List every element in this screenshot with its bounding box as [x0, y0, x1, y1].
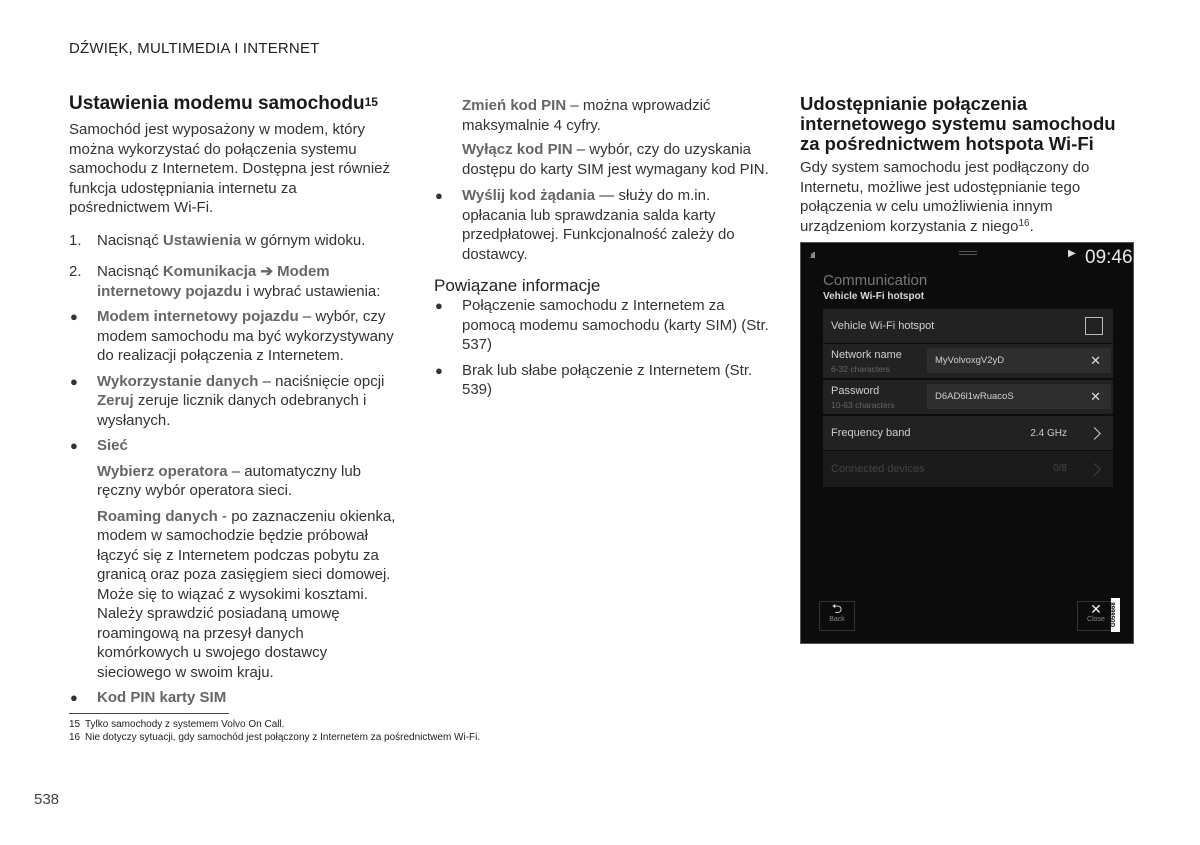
- sub-text: – można wprowadzić maksymalnie 4 cyfry.: [462, 97, 711, 134]
- column-3: [800, 94, 1135, 236]
- footnote-text: Tylko samochody z systemem Volvo On Call.: [85, 719, 285, 730]
- step-bold: Komunikacja ➔ Modem internetowy pojazdu: [97, 263, 330, 300]
- hotspot-checkbox[interactable]: [1085, 317, 1103, 335]
- column-2: [434, 96, 769, 400]
- hotspot-body: Gdy system samochodu jest podłączony do Internetu, możliwe jest udostępnianie tego połączenia w celu umożliwienia innym urządzeniom korzystania z niego: [800, 159, 1090, 235]
- password-hint: 10-63 characters: [831, 400, 895, 410]
- password-value: D6AD6l1wRuacoS: [935, 391, 1014, 402]
- section-header: DŹWIĘK, MULTIMEDIA I INTERNET: [69, 40, 320, 57]
- image-code: G056668: [1111, 598, 1120, 632]
- connected-devices-label: Connected devices: [831, 463, 925, 475]
- bullet-icon: ●: [70, 373, 78, 389]
- connected-devices-row[interactable]: [823, 451, 1113, 487]
- footnote-divider: [69, 713, 229, 714]
- password-field[interactable]: [927, 384, 1111, 409]
- bullet-bold: Wyślij kod żądania: [462, 187, 596, 204]
- bullet-bold: Sieć: [97, 437, 128, 454]
- related-info-heading: Powiązane informacje: [434, 276, 601, 295]
- bullet-icon: ●: [70, 438, 78, 453]
- step-text: Nacisnąć: [97, 231, 163, 249]
- drag-handle-icon[interactable]: [959, 251, 977, 255]
- bullet-modem: [69, 307, 399, 366]
- status-bar: [801, 243, 1133, 271]
- related-link-text[interactable]: Połączenie samochodu z Internetem za pomocą modemu samochodu (karty SIM) (Str. 537): [462, 297, 769, 353]
- chevron-right-icon: [1088, 463, 1101, 476]
- screen-subtitle: Vehicle Wi-Fi hotspot: [823, 291, 925, 302]
- bullet-icon: ●: [70, 309, 78, 324]
- sub-bold: Roaming danych: [97, 507, 218, 525]
- hotspot-label: Vehicle Wi-Fi hotspot: [831, 320, 935, 332]
- play-icon: ▶: [1068, 248, 1076, 259]
- back-icon: ⮌: [831, 601, 843, 616]
- bullet-network: [69, 436, 399, 456]
- close-button[interactable]: [1077, 601, 1115, 631]
- bullet-icon: ●: [435, 298, 443, 313]
- page-number: 538: [34, 791, 60, 808]
- modem-intro: Samochód jest wyposażony w modem, który można wykorzystać do połączenia systemu samochodu z Internetem. Dostępna jest również funkcja udostępniania internetu za pośrednictwem Wi-Fi.: [69, 121, 390, 216]
- step-number: 2.: [69, 263, 82, 280]
- frequency-band-row[interactable]: [823, 416, 1113, 450]
- bullet-request-code: [434, 186, 769, 264]
- step-bold: Ustawienia: [162, 231, 242, 249]
- frequency-band-value: 2.4 GHz: [1030, 428, 1067, 439]
- sub-bold: Zmień kod PIN: [462, 97, 567, 114]
- modem-settings-heading: [69, 94, 399, 114]
- related-link-text[interactable]: Brak lub słabe połączenie z Internetem (Str. 539): [462, 361, 753, 398]
- chevron-right-icon: [1088, 427, 1101, 440]
- hotspot-heading: Udostępnianie połączenia internetowego systemu samochodu za pośrednictwem hotspota Wi-Fi: [800, 93, 1116, 154]
- frequency-band-label: Frequency band: [831, 427, 911, 439]
- hotspot-end: .: [1029, 217, 1034, 235]
- bullet-bold: Modem internetowy pojazdu: [97, 308, 299, 325]
- password-row: [823, 380, 1113, 414]
- clock: 09:46: [1085, 247, 1133, 268]
- bullet-text: – naciśnięcie opcji: [258, 372, 385, 390]
- bullet-sim-pin: [69, 688, 399, 708]
- bullet-icon: ●: [435, 188, 443, 203]
- footnote-number: 16: [69, 732, 81, 743]
- network-name-value: MyVolvoxgV2yD: [935, 355, 1005, 366]
- footnote-ref-15: 15: [364, 95, 378, 109]
- back-button[interactable]: [819, 601, 855, 631]
- modem-settings-title: Ustawienia modemu samochodu: [69, 93, 365, 114]
- bullet-bold: Kod PIN karty SIM: [97, 689, 227, 706]
- network-name-label: Network name: [831, 349, 902, 361]
- footnote-number: 15: [69, 719, 81, 730]
- bullet-text: — służy do m.in. opłacania lub sprawdzania salda karty przedpłatowej. Funkcjonalność zależy do dostawcy.: [462, 187, 735, 263]
- step-text: Nacisnąć: [97, 263, 163, 280]
- step-1: [69, 231, 399, 251]
- footnote-15: [69, 718, 480, 731]
- footnote-16: [69, 731, 480, 744]
- step-2: [69, 262, 399, 301]
- sub-text: – wybór, czy do uzyskania dostępu do karty SIM jest wymagany kod PIN.: [462, 141, 769, 178]
- footnote-ref-16: 16: [1018, 217, 1030, 229]
- sub-bold: Wyłącz kod PIN: [462, 141, 573, 158]
- close-label: Close: [1087, 616, 1105, 623]
- step-text: w górnym widoku.: [241, 231, 366, 249]
- back-label: Back: [829, 616, 845, 623]
- sub-text: - po zaznaczeniu okienka, modem w samochodzie będzie próbował łączyć się z Internetem podczas pobytu za granicą oraz poza zasięgiem sieci domowej. Może się to wiązać z wysokimi kosztami. Należy sprawdzić posiadaną umowę roamingową na przesył danych komórkowych u swojego dostawcy sieciowego w swoim kraju.: [97, 507, 396, 681]
- hotspot-text: [800, 158, 1135, 236]
- sub-text: – automatyczny lub ręczny wybór operatora sieci.: [97, 462, 361, 499]
- column-1: [69, 94, 399, 708]
- footnote-text: Nie dotyczy sytuacji, gdy samochód jest połączony z Internetem za pośrednictwem Wi-Fi.: [85, 732, 481, 743]
- network-name-row: [823, 344, 1113, 378]
- bullet-icon: ●: [435, 362, 443, 378]
- clear-icon[interactable]: ✕: [1090, 389, 1101, 404]
- hotspot-toggle-row[interactable]: [823, 309, 1113, 343]
- close-icon: ✕: [1090, 601, 1102, 617]
- bullet-text: zeruje licznik danych odebranych i wysłanych.: [97, 392, 367, 429]
- related-link-2[interactable]: [434, 361, 769, 400]
- clear-icon[interactable]: ✕: [1090, 353, 1101, 368]
- bullet-bold: Wykorzystanie danych: [97, 372, 259, 390]
- footnotes: [69, 718, 480, 744]
- sub-bold: Wybierz operatora: [97, 462, 228, 480]
- screen-title: Communication: [823, 272, 928, 289]
- bullet-icon: ●: [70, 690, 78, 705]
- bullet-data-usage: [69, 372, 399, 431]
- connected-devices-value: 0/8: [1053, 463, 1067, 474]
- network-name-hint: 6-32 characters: [831, 364, 891, 374]
- choose-operator: [69, 462, 399, 501]
- step-number: 1.: [69, 231, 82, 249]
- bullet-text: – wybór, czy modem samochodu ma być wykorzystywany do realizacji połączenia z Internetem.: [97, 308, 394, 364]
- network-name-field[interactable]: [927, 348, 1111, 373]
- signal-icon: .ııll: [809, 251, 815, 260]
- bullet-bold: Zeruj: [97, 392, 134, 409]
- password-label: Password: [831, 385, 880, 397]
- related-link-1[interactable]: [434, 296, 769, 355]
- data-roaming: [69, 507, 399, 683]
- change-pin: [434, 96, 769, 135]
- wifi-hotspot-screen: [800, 242, 1134, 644]
- disable-pin: [434, 140, 769, 179]
- step-text: i wybrać ustawienia:: [242, 282, 381, 300]
